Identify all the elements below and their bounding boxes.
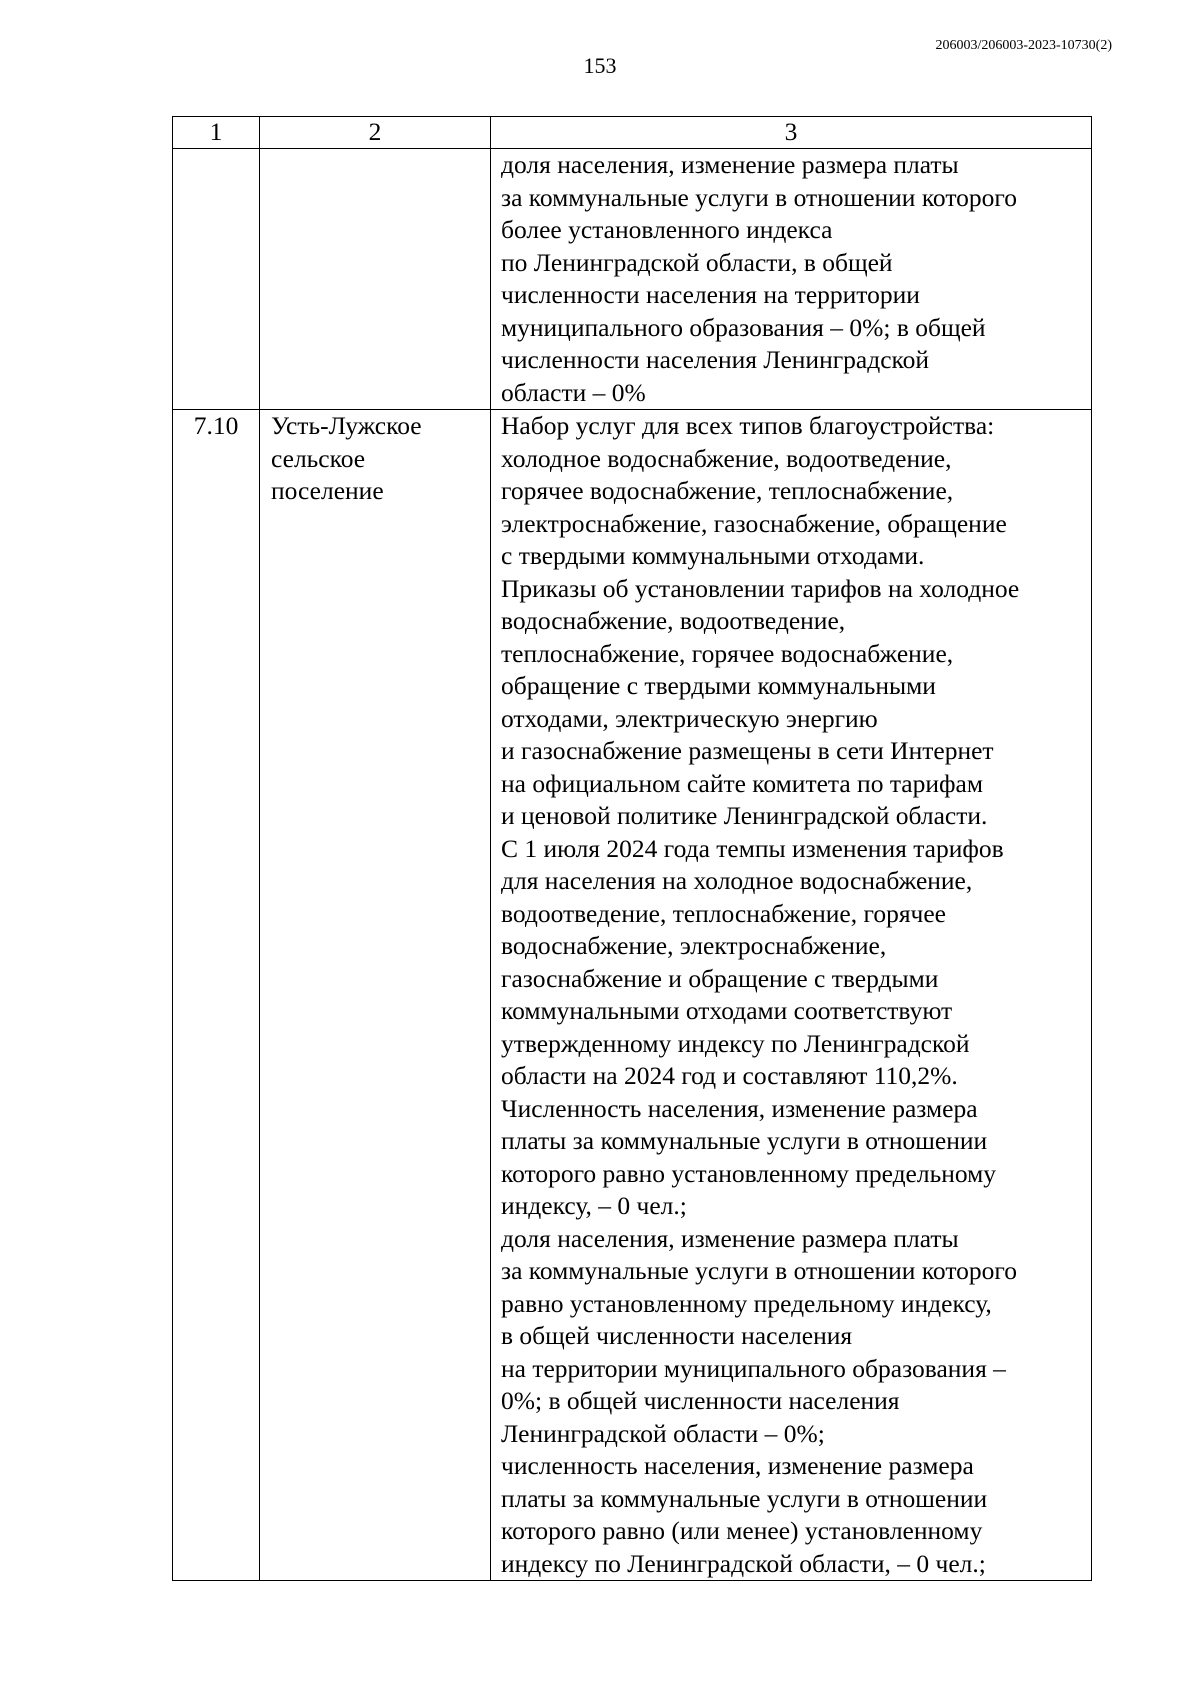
text-line: за коммунальные услуги в отношении которого (501, 182, 1017, 212)
text-line: обращение с твердыми коммунальными (501, 671, 936, 700)
text-line: области на 2024 год и составляют 110,2%. (501, 1061, 958, 1090)
table-header-row (173, 117, 1092, 149)
text-line: водоснабжение, водоотведение, (501, 606, 846, 635)
text-line: доля населения, изменение размера платы (501, 1223, 959, 1253)
text-line: Набор услуг для всех типов благоустройства: (501, 411, 995, 440)
text-line: Ленинградской области – 0%; (501, 1418, 825, 1448)
text-line: по Ленинградской области, в общей (501, 247, 893, 277)
text-line: индексу, – 0 чел.; (501, 1191, 687, 1220)
text-line: доля населения, изменение размера платы (501, 150, 959, 179)
text-line: на официальном сайте комитета по тарифам (501, 768, 983, 798)
text-line: и газоснабжение размещены в сети Интернет (501, 736, 994, 765)
page-number: 153 (583, 53, 617, 78)
text-line: теплоснабжение, горячее водоснабжение, (501, 638, 954, 668)
text-line: водоотведение, теплоснабжение, горячее (501, 898, 947, 928)
settlement-name-cell (260, 410, 491, 1581)
text-line: в общей численности населения (501, 1321, 853, 1350)
text-line: горячее водоснабжение, теплоснабжение, (501, 476, 954, 505)
row-number-cell (173, 149, 260, 410)
table-row (173, 149, 1092, 410)
settlement-name-cell (260, 149, 491, 410)
row-number-cell: 7.10 (173, 410, 260, 1581)
text-line: Усть-Лужское (271, 411, 422, 440)
text-line: поселение (271, 476, 384, 505)
table-row (173, 410, 1092, 1581)
text-line: численность населения, изменение размера (501, 1451, 974, 1480)
text-line: индексу по Ленинградской области, – 0 чел.; (501, 1548, 986, 1578)
text-line: 0%; в общей численности населения (501, 1386, 900, 1415)
text-line: за коммунальные услуги в отношении которого (501, 1256, 1017, 1285)
text-line: отходами, электрическую энергию (501, 703, 878, 733)
text-line: на территории муниципального образования – (501, 1353, 1006, 1383)
header-cell-col-3: 3 (491, 117, 1092, 149)
text-line: холодное водоснабжение, водоотведение, (501, 443, 952, 473)
text-line: С 1 июля 2024 года темпы изменения тарифов (501, 833, 1004, 863)
header-cell-col-2: 2 (260, 117, 491, 149)
text-line: сельское (271, 443, 366, 473)
text-line: которого равно установленному предельному (501, 1158, 997, 1188)
text-line: более установленного индекса (501, 215, 833, 244)
document-id: 206003/206003-2023-10730(2) (935, 38, 1112, 53)
text-line: Приказы об установлении тарифов на холодное (501, 573, 1020, 603)
text-line: Численность населения, изменение размера (501, 1093, 978, 1123)
header-cell-col-1: 1 (173, 117, 260, 149)
text-line: для населения на холодное водоснабжение, (501, 866, 973, 895)
text-line: с твердыми коммунальными отходами. (501, 541, 925, 570)
text-line: платы за коммунальные услуги в отношении (501, 1483, 988, 1513)
data-table (172, 116, 1092, 1581)
text-line: электроснабжение, газоснабжение, обращение (501, 508, 1007, 538)
text-line: области – 0% (501, 377, 646, 407)
text-line: муниципального образования – 0%; в общей (501, 312, 986, 342)
text-line: численности населения на территории (501, 280, 920, 309)
description-cell (491, 410, 1092, 1581)
text-line: утвержденному индексу по Ленинградской (501, 1028, 970, 1058)
text-line: и ценовой политике Ленинградской области. (501, 801, 988, 830)
text-line: платы за коммунальные услуги в отношении (501, 1126, 988, 1155)
description-cell (491, 149, 1092, 410)
text-line: коммунальными отходами соответствуют (501, 996, 953, 1025)
text-line: равно установленному предельному индексу, (501, 1288, 992, 1318)
text-line: водоснабжение, электроснабжение, (501, 931, 887, 960)
text-line: численности населения Ленинградской (501, 345, 930, 374)
text-line: которого равно (или менее) установленному (501, 1516, 983, 1545)
text-line: газоснабжение и обращение с твердыми (501, 963, 939, 993)
